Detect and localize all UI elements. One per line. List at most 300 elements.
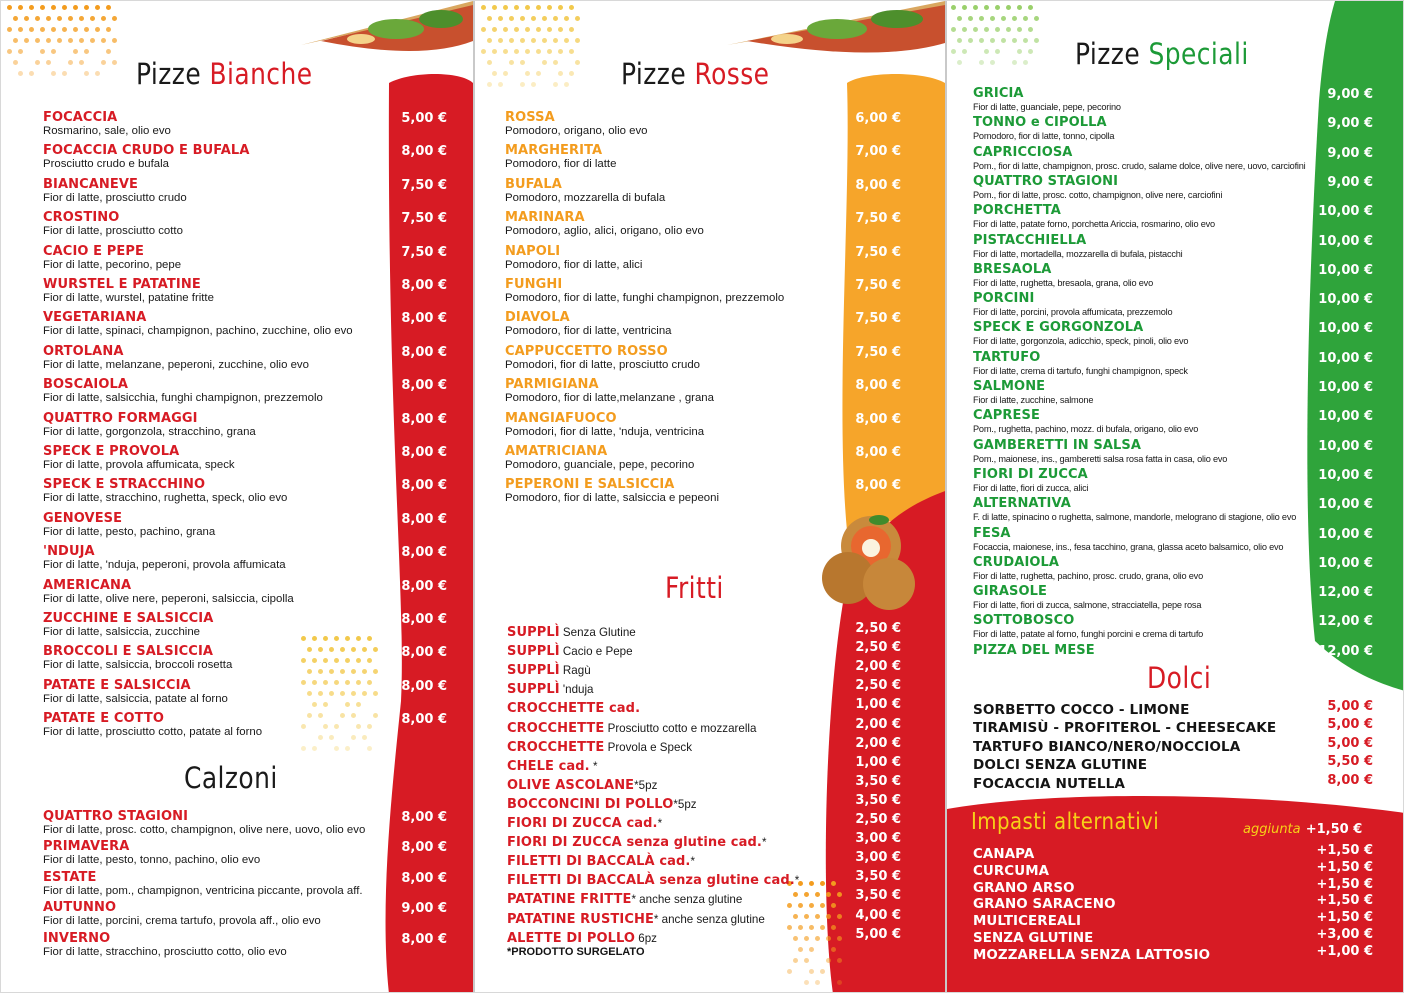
item-name: TIRAMISÙ - PROFITEROL - CHEESECAKE <box>973 720 1277 737</box>
dot <box>962 49 967 54</box>
fritti-item <box>507 755 945 774</box>
dot <box>24 16 29 21</box>
fritti-item <box>507 850 945 869</box>
impasti-item <box>973 944 1404 963</box>
dot <box>962 27 967 32</box>
menu-item <box>505 378 945 404</box>
dot <box>547 27 552 32</box>
menu-item <box>43 278 473 304</box>
menu-item <box>973 204 1404 230</box>
dot <box>1034 38 1039 43</box>
item-price: 8,00 € <box>401 678 447 694</box>
item-price: 3,50 € <box>855 792 901 808</box>
dot <box>51 49 56 54</box>
dot <box>984 5 989 10</box>
item-price: 10,00 € <box>1318 321 1373 337</box>
item-name: PRIMAVERA <box>43 839 130 855</box>
item-note: Senza Glutine <box>559 626 636 639</box>
dot <box>575 38 580 43</box>
menu-item <box>43 378 473 404</box>
item-price: 10,00 € <box>1318 555 1373 571</box>
dot <box>558 49 563 54</box>
item-name: BRESAOLA <box>973 261 1052 277</box>
dot <box>542 60 547 65</box>
item-price: 8,00 € <box>401 478 447 494</box>
dot <box>35 60 40 65</box>
rosse-title <box>621 57 769 91</box>
dot <box>68 60 73 65</box>
item-price: 8,00 € <box>401 344 447 360</box>
item-description: Pomodoro, fior di latte, salsiccia e pepeoni <box>505 492 720 505</box>
item-name: FIORI DI ZUCCA <box>973 466 1088 482</box>
dot-pattern <box>7 5 127 85</box>
item-price: 10,00 € <box>1318 292 1373 308</box>
dot <box>73 5 78 10</box>
fritti-item <box>507 640 945 659</box>
dot <box>520 38 525 43</box>
item-name: PARMIGIANA <box>505 377 599 393</box>
fritti-item <box>507 793 945 812</box>
item-note: Cacio e Pepe <box>559 645 633 659</box>
menu-item <box>43 545 473 571</box>
item-name: CURCUMA <box>973 863 1050 879</box>
item-price: 7,50 € <box>401 244 447 260</box>
item-name: SPECK E STRACCHINO <box>43 477 206 493</box>
dot <box>979 16 984 21</box>
menu-item <box>973 497 1404 523</box>
item-name: CAPRESE <box>973 408 1040 424</box>
item-price: 2,00 € <box>855 659 901 675</box>
item-description: Focaccia, maionese, ins., fesa tacchino, grana, glassa aceto balsamico, olio evo <box>973 541 1284 552</box>
dot <box>24 38 29 43</box>
dot <box>979 38 984 43</box>
menu-item <box>43 871 473 897</box>
dolci-item <box>973 736 1404 755</box>
item-price: 5,00 € <box>1327 717 1373 733</box>
item-name: FILETTI DI BACCALÀ cad. <box>507 854 691 870</box>
dot <box>84 71 89 76</box>
aggiunta-line <box>1243 818 1362 837</box>
dot <box>553 16 558 21</box>
dot <box>951 27 956 32</box>
item-name: WURSTEL E PATATINE <box>43 277 201 292</box>
dot <box>542 16 547 21</box>
item-price: 8,00 € <box>401 712 447 728</box>
dot <box>531 82 536 87</box>
dot <box>1001 38 1006 43</box>
item-name: BUFALA <box>505 176 562 192</box>
item-name: CROSTINO <box>43 210 120 226</box>
item-name: QUATTRO FORMAGGI <box>43 410 198 426</box>
item-price: 8,00 € <box>401 645 447 661</box>
dot <box>79 60 84 65</box>
dot <box>106 5 111 10</box>
fritti-item <box>507 736 945 755</box>
menu-item <box>43 445 473 471</box>
item-name: ROSSA <box>505 110 555 125</box>
item-price: 6,00 € <box>855 111 901 126</box>
panel-rosse <box>475 1 945 993</box>
fritti-item <box>507 717 945 736</box>
item-price: 12,00 € <box>1318 585 1373 601</box>
dot <box>73 27 78 32</box>
item-price: 2,50 € <box>855 640 901 656</box>
menu-item <box>43 144 473 170</box>
item-price: 7,50 € <box>855 278 901 293</box>
dot <box>575 60 580 65</box>
item-name: AMERICANA <box>43 577 132 593</box>
dot <box>18 27 23 32</box>
dolci-item <box>973 773 1404 792</box>
dot <box>536 5 541 10</box>
item-name: PORCINI <box>973 291 1035 307</box>
item-name: FOCACCIA CRUDO E BUFALA <box>43 143 250 159</box>
dot <box>13 16 18 21</box>
item-price: +1,50 € <box>1316 910 1373 926</box>
dot <box>793 958 798 963</box>
menu-item <box>43 840 473 866</box>
item-price: 4,00 € <box>855 907 901 923</box>
dot <box>558 27 563 32</box>
item-price: 3,50 € <box>855 888 901 904</box>
dot <box>837 980 842 985</box>
menu-item <box>973 87 1404 113</box>
speciali-title-accent: Speciali <box>1148 37 1249 71</box>
dot <box>112 60 117 65</box>
dot <box>101 60 106 65</box>
item-name: SOTTOBOSCO <box>973 613 1075 629</box>
item-name: PISTACCHIELLA <box>973 232 1087 248</box>
item-price: 9,00 € <box>1327 174 1373 190</box>
dolci-title-text: Dolci <box>1147 661 1212 695</box>
item-price: 7,00 € <box>855 144 901 160</box>
item-description: Pomodoro, fior di latte, funghi champignon, prezzemolo <box>505 292 785 304</box>
fritti-item <box>507 774 945 793</box>
item-name: GENOVESE <box>43 510 123 526</box>
dolci-item <box>973 717 1404 736</box>
aggiunta-price: +1,50 € <box>1305 822 1363 837</box>
item-price: 10,00 € <box>1318 409 1373 425</box>
dot <box>547 5 552 10</box>
dot <box>831 947 836 952</box>
item-price: 7,50 € <box>855 211 901 227</box>
dot <box>498 38 503 43</box>
dot <box>90 38 95 43</box>
menu-item <box>973 321 1404 347</box>
dot <box>957 60 962 65</box>
dot <box>1006 5 1011 10</box>
item-price: 8,00 € <box>401 511 447 527</box>
dot <box>503 5 508 10</box>
bianche-title-main: Pizze <box>136 57 202 91</box>
rosse-title-accent: Rosse <box>694 57 770 91</box>
dot <box>492 5 497 10</box>
item-description: Pomodoro, fior di latte, ventricina <box>505 325 672 338</box>
dot <box>487 82 492 87</box>
item-name: GRANO ARSO <box>973 880 1075 896</box>
item-price: 9,00 € <box>1327 87 1373 102</box>
dot <box>514 27 519 32</box>
menu-item <box>505 211 945 237</box>
item-price: 8,00 € <box>401 311 447 327</box>
item-price: 8,00 € <box>401 545 447 561</box>
menu-item <box>43 245 473 271</box>
item-price: 8,00 € <box>401 445 447 460</box>
menu-item <box>505 144 945 170</box>
dot <box>1017 49 1022 54</box>
item-note: * <box>657 817 663 830</box>
item-price: 9,00 € <box>1327 145 1373 161</box>
menu-item <box>43 311 473 337</box>
item-name: SUPPLÌ <box>507 663 560 679</box>
item-price: 7,50 € <box>401 177 447 193</box>
fritti-item <box>507 678 945 697</box>
dot <box>525 27 530 32</box>
dot <box>62 27 67 32</box>
item-description: Fior di latte, patate forno, porchetta Ariccia, rosmarino, olio evo <box>973 219 1215 230</box>
calzoni-title-text: Calzoni <box>184 761 278 795</box>
item-price: 2,00 € <box>855 716 901 732</box>
item-name: AMATRICIANA <box>505 444 608 459</box>
dot <box>798 947 803 952</box>
dot <box>990 38 995 43</box>
item-name: CRUDAIOLA <box>973 554 1060 570</box>
dot <box>547 49 552 54</box>
dot <box>7 27 12 32</box>
menu-item <box>973 175 1404 201</box>
menu-item <box>43 111 473 137</box>
dot <box>564 82 569 87</box>
item-description: Pom., maionese, ins., gamberetti salsa rosa fatta in casa, olio evo <box>973 453 1228 464</box>
dot <box>520 82 525 87</box>
dot <box>968 16 973 21</box>
menu-item <box>43 412 473 438</box>
dot <box>112 16 117 21</box>
item-name: CAPRICCIOSA <box>973 144 1073 160</box>
item-note: Provola e Speck <box>604 740 693 754</box>
item-note: Prosciutto cotto e mozzarella <box>604 721 757 735</box>
item-description: Pomodoro, guanciale, pepe, pecorino <box>505 459 695 471</box>
menu-item <box>43 345 473 371</box>
dot <box>979 60 984 65</box>
dot <box>51 5 56 10</box>
item-description: Fior di latte, prosc. cotto, champignon, olive nere, uovo, olio evo <box>43 824 366 836</box>
item-price: 9,00 € <box>1327 116 1373 132</box>
dot <box>1017 5 1022 10</box>
dot <box>809 947 814 952</box>
menu-item <box>43 612 473 638</box>
item-name: CROCCHETTE <box>507 720 605 736</box>
dot <box>1034 16 1039 21</box>
item-description: Pomodoro, aglio, alici, origano, olio evo <box>505 225 704 238</box>
item-description: Fior di latte, salsiccia, broccoli rosetta <box>43 659 233 672</box>
item-description: Pomodoro, mozzarella di bufala <box>505 191 666 204</box>
item-description: Pom., fior di latte, prosc. cotto, champignon, olive nere, carciofini <box>973 189 1223 200</box>
item-name: CROCCHETTE cad. <box>507 701 641 717</box>
menu-item <box>505 311 945 337</box>
dot <box>79 38 84 43</box>
dot <box>995 27 1000 32</box>
dot <box>95 71 100 76</box>
menu-item <box>43 512 473 538</box>
item-name: BROCCOLI E SALSICCIA <box>43 644 214 660</box>
item-description: Fior di latte, wurstel, patatine fritte <box>43 292 214 304</box>
item-description: Pomodoro, fior di latte <box>505 158 617 171</box>
dot <box>18 71 23 76</box>
item-price: 5,00 € <box>855 926 901 942</box>
dot <box>40 5 45 10</box>
item-description: Pomodori, fior di latte, prosciutto crudo <box>505 358 700 371</box>
dot <box>51 71 56 76</box>
item-name: DIAVOLA <box>505 310 570 326</box>
menu-item <box>505 412 945 438</box>
item-price: 2,00 € <box>855 735 901 751</box>
fritti-title <box>665 571 724 605</box>
bianche-title-accent: Bianche <box>209 57 313 91</box>
menu-item <box>505 245 945 271</box>
item-price: 5,00 € <box>401 111 447 126</box>
item-name: CAPPUCCETTO ROSSO <box>505 343 668 359</box>
item-description: Pom., rughetta, pachino, mozz. di bufala, origano, olio evo <box>973 424 1199 435</box>
dot <box>536 27 541 32</box>
item-price: 5,00 € <box>1327 699 1373 714</box>
item-price: 8,00 € <box>401 810 447 825</box>
menu-item <box>973 409 1404 435</box>
dot <box>951 5 956 10</box>
dot <box>312 746 317 751</box>
dot <box>487 60 492 65</box>
item-price: 10,00 € <box>1318 526 1373 542</box>
item-price: 10,00 € <box>1318 380 1373 395</box>
dot <box>514 5 519 10</box>
item-description: Pom., fior di latte, champignon, prosc. crudo, salame dolce, olive nere, uovo, carciofini <box>973 160 1306 171</box>
item-name: PORCHETTA <box>973 203 1061 219</box>
dot <box>487 16 492 21</box>
item-description: Fior di latte, melanzane, peperoni, zucchine, olio evo <box>43 358 309 371</box>
dot <box>503 27 508 32</box>
dot <box>492 71 497 76</box>
dot <box>481 27 486 32</box>
item-note: 6pz <box>635 931 657 945</box>
item-price: 10,00 € <box>1318 438 1373 454</box>
dot <box>46 38 51 43</box>
item-name: GRANO SARACENO <box>973 897 1116 913</box>
dot <box>84 49 89 54</box>
item-price: 7,50 € <box>401 211 447 227</box>
menu-item <box>43 932 473 958</box>
dolci-item <box>973 699 1404 718</box>
item-price: 10,00 € <box>1318 233 1373 249</box>
dot <box>553 38 558 43</box>
item-price: 8,00 € <box>401 931 447 947</box>
menu-item <box>505 445 945 471</box>
bianche-title <box>136 57 312 91</box>
item-price: 8,00 € <box>855 478 901 494</box>
dot <box>1023 38 1028 43</box>
item-name: SPECK E PROVOLA <box>43 444 180 459</box>
dot <box>40 49 45 54</box>
item-name: MOZZARELLA SENZA LATTOSIO <box>973 947 1211 963</box>
fritti-item <box>507 697 945 716</box>
item-name: SPECK E GORGONZOLA <box>973 320 1144 336</box>
item-description: Fior di latte, guanciale, pepe, pecorino <box>973 102 1121 112</box>
item-price: +1,50 € <box>1316 859 1373 875</box>
item-name: SALMONE <box>973 379 1046 394</box>
dot <box>487 38 492 43</box>
item-name: SORBETTO COCCO - LIMONE <box>973 702 1190 718</box>
item-price: 3,50 € <box>855 869 901 885</box>
fritti-title-text: Fritti <box>665 571 724 605</box>
item-name: PATATE E SALSICCIA <box>43 677 191 693</box>
item-name: PATATE E COTTO <box>43 711 165 727</box>
menu-item <box>505 478 945 504</box>
menu-item <box>973 380 1404 406</box>
item-description: Fior di latte, gorgonzola, stracchino, grana <box>43 425 256 438</box>
item-description: Fior di latte, spinaci, champignon, pachino, zucchine, olio evo <box>43 325 353 338</box>
item-price: 2,50 € <box>855 678 901 694</box>
dot <box>7 49 12 54</box>
item-price: +1,50 € <box>1316 876 1373 892</box>
dot <box>68 16 73 21</box>
menu-item <box>43 645 473 671</box>
menu-item <box>43 712 473 738</box>
dot <box>787 969 792 974</box>
dolci-item <box>973 754 1404 773</box>
item-name: FOCACCIA NUTELLA <box>973 775 1126 792</box>
item-name: CANAPA <box>973 847 1035 862</box>
dot <box>558 71 563 76</box>
item-name: MARINARA <box>505 210 585 226</box>
item-description: Fior di latte, salsiccia, zucchine <box>43 626 200 638</box>
panel-bianche <box>1 1 473 993</box>
item-description: Fior di latte, rughetta, bresaola, grana, olio evo <box>973 277 1153 288</box>
dot <box>973 27 978 32</box>
pizza-slice-image <box>301 1 473 71</box>
item-name: QUATTRO STAGIONI <box>973 173 1119 189</box>
impasti-title-text: Impasti alternativi <box>971 809 1160 835</box>
dot <box>968 38 973 43</box>
dot <box>1028 27 1033 32</box>
fritti-item <box>507 869 945 888</box>
dot <box>492 49 497 54</box>
item-price: 3,00 € <box>855 850 901 866</box>
item-description: Fior di latte, stracchino, prosciutto cotto, olio evo <box>43 945 287 958</box>
item-name: VEGETARIANA <box>43 310 147 326</box>
item-description: Fior di latte, crema di tartufo, funghi champignon, speck <box>973 365 1188 376</box>
dot <box>820 969 825 974</box>
menu-item <box>973 614 1404 640</box>
dot <box>525 5 530 10</box>
menu-item <box>973 292 1404 318</box>
item-description: Fior di latte, salsicchia, funghi champignon, prezzemolo <box>43 392 323 405</box>
item-description: Pomodoro, fior di latte, alici <box>505 258 643 271</box>
item-description: Pomodoro, fior di latte,melanzane , grana <box>505 392 714 405</box>
item-name: ALTERNATIVA <box>973 496 1071 512</box>
menu-item <box>505 178 945 204</box>
dot <box>536 71 541 76</box>
dot <box>492 27 497 32</box>
menu-item <box>973 585 1404 611</box>
dot <box>990 16 995 21</box>
item-description: Fior di latte, provola affumicata, speck <box>43 459 235 471</box>
menu-item <box>973 468 1404 494</box>
item-price: 3,00 € <box>855 831 901 847</box>
item-name: CHELE cad. <box>507 758 590 774</box>
item-note: * anche senza glutine <box>653 912 765 926</box>
item-description: Fior di latte, fiori di zucca, alici <box>973 482 1089 493</box>
item-name: ZUCCHINE E SALSICCIA <box>43 611 214 626</box>
item-description: Fior di latte, porcini, crema tartufo, provola aff., olio evo <box>43 915 321 928</box>
